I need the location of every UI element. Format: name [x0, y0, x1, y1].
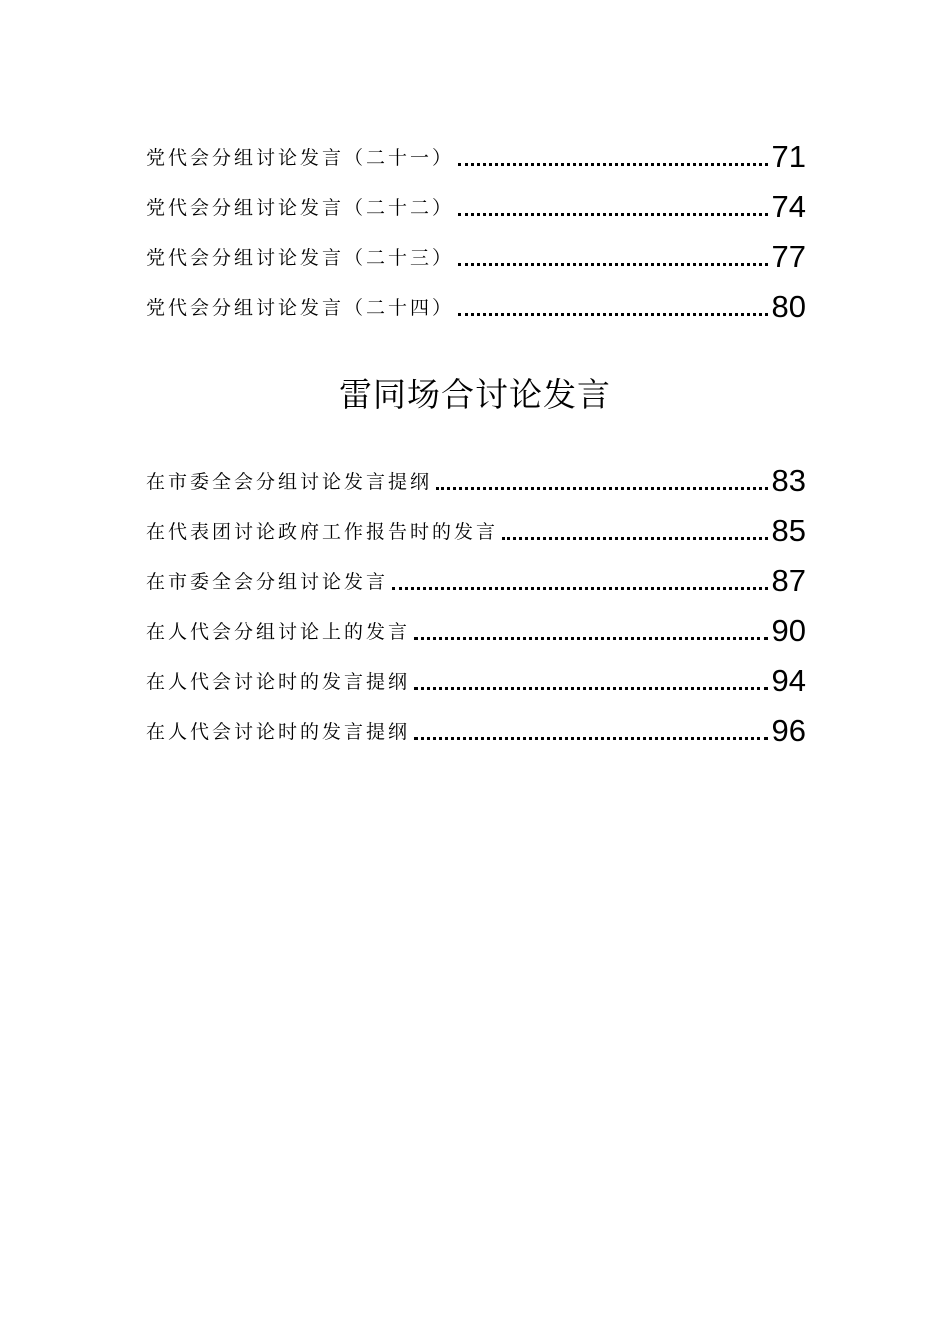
toc-entry-page: 90	[771, 613, 806, 648]
toc-entry[interactable]	[146, 500, 806, 550]
toc-dot-leader	[414, 636, 768, 640]
toc-entry-title: 在人代会分组讨论上的发言	[146, 621, 411, 643]
toc-dot-leader	[458, 212, 768, 216]
toc-entry-page: 94	[771, 663, 806, 698]
toc-entry[interactable]	[146, 600, 806, 650]
toc-entry[interactable]	[146, 176, 806, 226]
toc-dot-leader	[414, 736, 768, 740]
toc-entry-page: 87	[771, 563, 806, 598]
toc-entry[interactable]	[146, 126, 806, 176]
toc-entry-title: 在人代会讨论时的发言提纲	[146, 721, 411, 743]
toc-dot-leader	[458, 262, 768, 266]
toc-dot-leader	[458, 162, 768, 166]
toc-entry-title: 党代会分组讨论发言（二十一）	[146, 147, 455, 169]
section-heading: 雷同场合讨论发言	[339, 375, 611, 414]
toc-entry-page: 80	[771, 289, 806, 324]
toc-dot-leader	[502, 536, 768, 540]
toc-dot-leader	[436, 486, 768, 490]
toc-dot-leader	[392, 586, 768, 590]
toc-entry-title: 在代表团讨论政府工作报告时的发言	[146, 521, 499, 543]
toc-list-part-1	[146, 126, 806, 326]
toc-entry[interactable]	[146, 550, 806, 600]
toc-entry[interactable]	[146, 700, 806, 750]
toc-dot-leader	[458, 312, 768, 316]
toc-entry[interactable]	[146, 650, 806, 700]
toc-entry-title: 党代会分组讨论发言（二十二）	[146, 197, 455, 219]
toc-list-part-2	[146, 450, 806, 750]
toc-entry-title: 在人代会讨论时的发言提纲	[146, 671, 411, 693]
toc-entry-title: 党代会分组讨论发言（二十三）	[146, 247, 455, 269]
toc-entry-page: 77	[771, 239, 806, 274]
toc-entry-page: 83	[771, 463, 806, 498]
toc-dot-leader	[414, 686, 768, 690]
toc-entry-page: 74	[771, 189, 806, 224]
toc-entry-title: 在市委全会分组讨论发言提纲	[146, 471, 433, 493]
toc-entry-page: 85	[771, 513, 806, 548]
toc-entry-title: 在市委全会分组讨论发言	[146, 571, 389, 593]
toc-entry[interactable]	[146, 276, 806, 326]
toc-entry-page: 96	[771, 713, 806, 748]
toc-entry-title: 党代会分组讨论发言（二十四）	[146, 297, 455, 319]
toc-entry[interactable]	[146, 450, 806, 500]
toc-entry[interactable]	[146, 226, 806, 276]
toc-entry-page: 71	[771, 139, 806, 174]
